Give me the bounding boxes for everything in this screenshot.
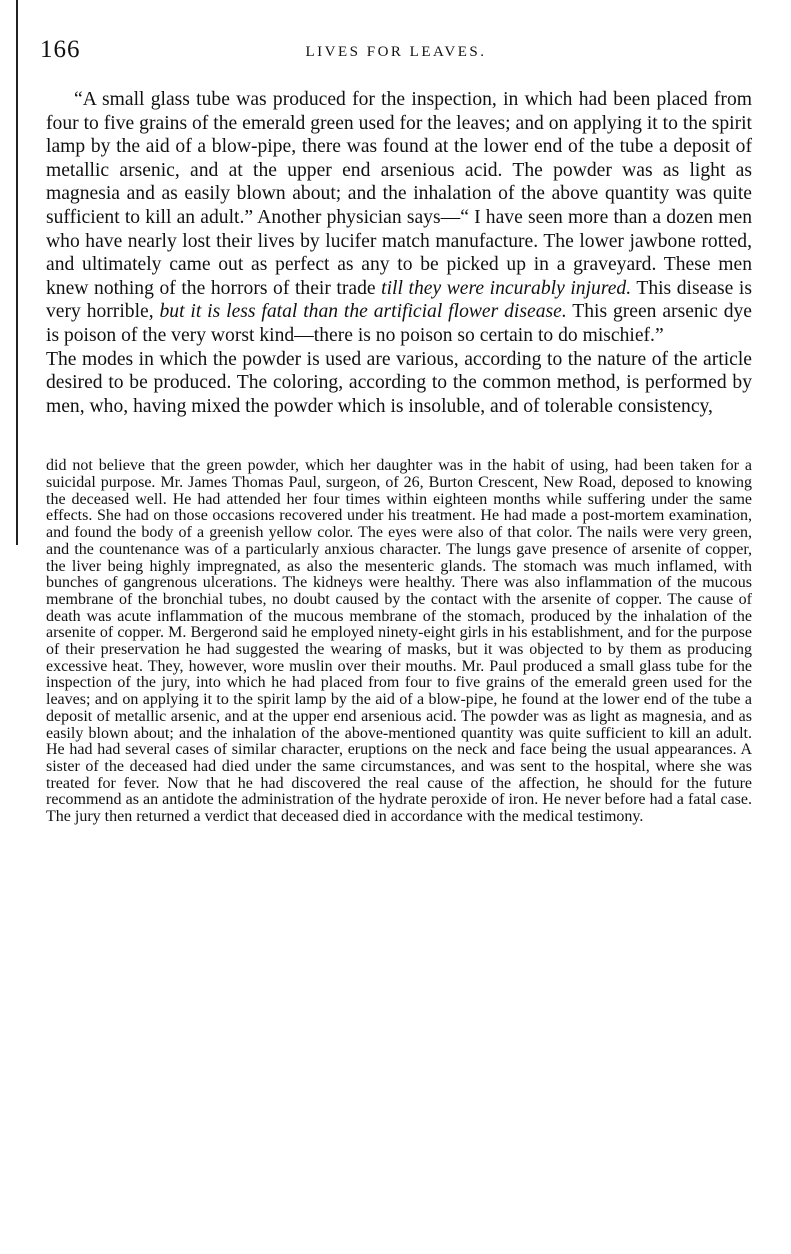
paragraph-modes (46, 348, 752, 419)
left-margin-rule (16, 0, 18, 545)
italic-phrase-1: till they were incurably injured. (381, 277, 632, 299)
quote-text-2: This disease is very horrible, (46, 277, 752, 323)
quote-text-1: “A small glass tube was produced for the inspection, in which had been placed from four to five grains of the emerald green used for the leaves; and on applying it to the spirit lamp by the aid of a blow-pipe, there was found at the lower end of the tube a deposit of metallic arsenic, and at the upper end arsenious acid. The powder was as light as magnesia and as easily blown about; and the inhalation of the above quantity was quite sufficient to kill an adult.” Another physician says—“ I have seen more than a dozen men who have nearly lost their lives by lucifer match manufacture. The lower jawbone rotted, and ultimately came out as perfect as any to be picked up in a graveyard. These men knew nothing of the horrors of their trade (46, 89, 752, 299)
footnote (46, 458, 752, 825)
book-page (40, 36, 752, 826)
running-title: LIVES FOR LEAVES. (305, 44, 487, 60)
paragraph-quotation (46, 88, 752, 348)
quote-text-3: This green arsenic dye is poison of the very worst kind—there is no poison so certain to do mischief.” (46, 301, 752, 346)
main-text (46, 88, 752, 418)
page-number: 166 (40, 36, 81, 63)
modes-text: The modes in which the powder is used are various, according to the nature of the article desired to be produced. The coloring, according to the common method, is performed by men, who, having mixed the powder which is insoluble, and of tolerable consistency, (46, 348, 752, 417)
footnote-paragraph: did not believe that the green powder, which her daughter was in the habit of using, had been taken for a suicidal purpose. Mr. James Thomas Paul, surgeon, of 26, Burton Crescent, New Road, deposed to knowing the deceased well. He had attended her four times within eighteen months while suffering under the same effects. She had on those occasions recovered under his treatment. He had made a post-mortem examination, and found the body of a greenish yellow color. The eyes were also of that color. The nails were very green, and the countenance was of a particularly anxious character. The lungs gave presence of arsenite of copper, the liver being highly impregnated, as also the mesenteric glands. The stomach was much inflamed, with bunches of gangrenous ulcerations. The kidneys were healthy. There was also inflammation of the mucous membrane of the bronchial tubes, no doubt caused by the contact with the arsenite of copper. The cause of death was acute inflammation of the mucous membrane of the stomach, produced by the inhalation of the arsenite of copper. M. Bergerond said he employed ninety-eight girls in his establishment, and for the purpose of their preservation he had suggested the wearing of masks, but it was objected to by them as producing excessive heat. They, however, wore muslin over their mouths. Mr. Paul produced a small glass tube for the inspection of the jury, into which he had placed from four to five grains of the emerald green used for the leaves; and on applying it to the spirit lamp by the aid of a blow-pipe, he found at the lower end of the tube a deposit of metallic arsenic, and at the upper end arsenious acid. The powder was as light as magnesia, and as easily blown about; and the inhalation of the above-mentioned quantity was quite sufficient to kill an adult. He had had several cases of similar character, eruptions on the neck and face being the usual appearances. A sister of the deceased had died under the same circumstances, and was sent to the hospital, where she was treated for fever. Now that he had discovered the real cause of the affection, he should for the future recommend as an antidote the administration of the hydrate peroxide of iron. He never before had a fatal case. The jury then returned a verdict that deceased died in accordance with the medical testimony. (46, 457, 752, 826)
italic-phrase-2: but it is less fatal than the artificial flower disease. (159, 301, 567, 323)
page-header (40, 36, 752, 76)
